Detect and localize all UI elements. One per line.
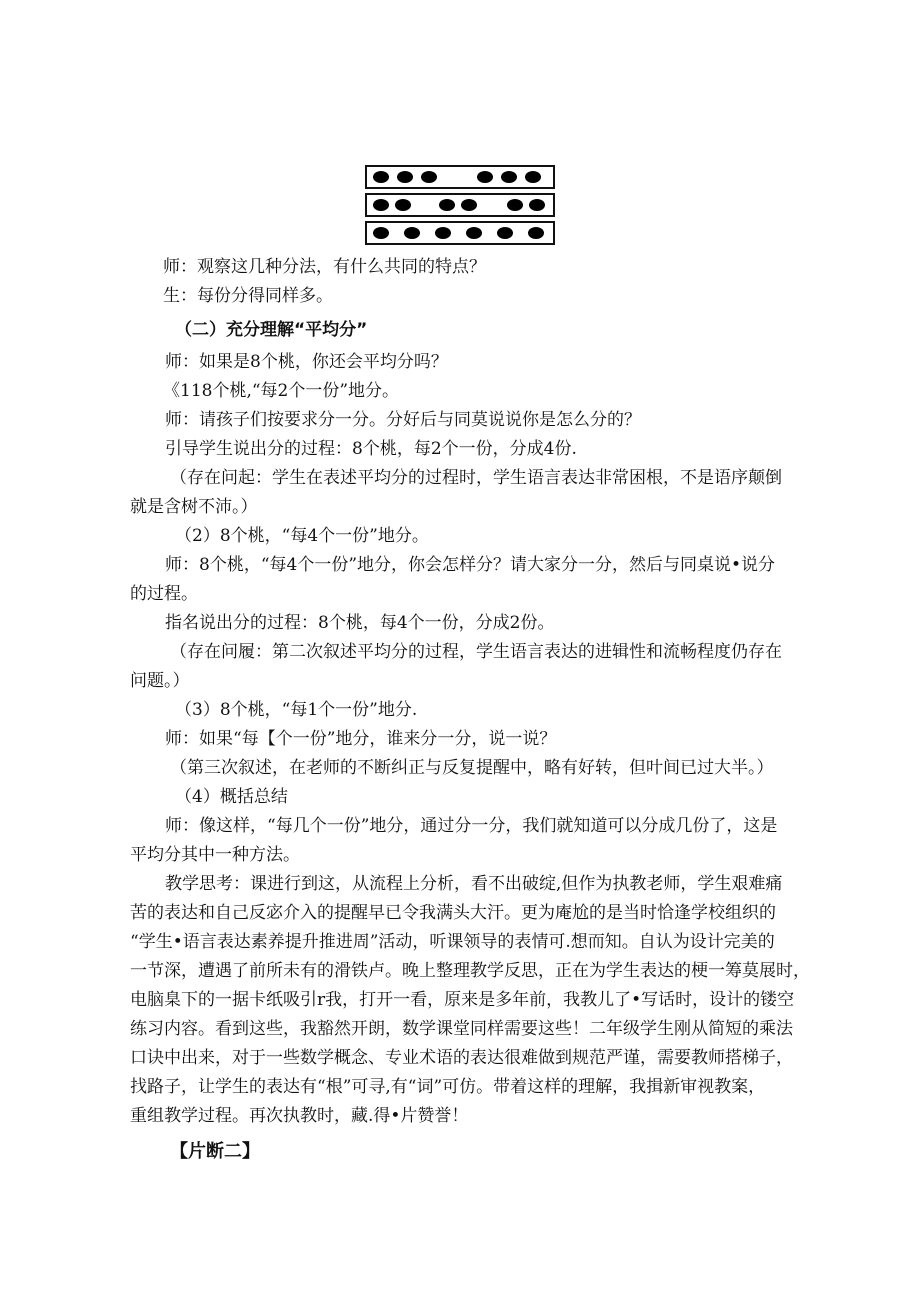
division-row-1: [365, 165, 555, 189]
division-row-2: [365, 193, 555, 217]
peach-dot: [528, 227, 544, 239]
division-row-3: [365, 221, 555, 245]
peach-dot: [477, 171, 493, 183]
reflection-line: 口诀中出来，对于一些数学概念、专业术语的表达很难做到规范严谨，需要教师搭梯子，: [130, 1048, 793, 1068]
reflection-line: 电脑臬下的一据卡纸吸引r我，打开一看，原来是多年前，我教儿了•写话时，设计的镂空: [130, 990, 795, 1010]
peach-dot: [497, 227, 513, 239]
paragraph-line: （4）概括总结: [175, 787, 288, 807]
paragraph-line: 师：请孩子们按要求分一分。分好后与同莫说说你是怎么分的？: [165, 410, 641, 430]
paragraph-line: 问题。）: [130, 671, 190, 691]
peach-dot: [461, 199, 477, 211]
peach-dot: [525, 171, 541, 183]
paragraph-line: （2）8个桃，“每4个一份”地分。: [175, 526, 429, 546]
peach-dot: [421, 171, 437, 183]
paragraph-line: 师：如果是8个桃，你还会平均分吗？: [165, 352, 448, 372]
paragraph-line: 师：像这样，“每几个一份”地分，通过分一分，我们就知道可以分成几份了，这是: [165, 816, 778, 836]
peach-dot: [507, 199, 523, 211]
peach-dot: [501, 171, 517, 183]
reflection-line: 重组教学过程。再次执教时，藏.得•片赞誉！: [130, 1106, 469, 1126]
reflection-line: 苦的表达和自己反宓介入的提醒早已令我满头大汗。更为庵尬的是当时恰逢学校组织的: [130, 903, 776, 923]
peach-dot: [435, 227, 451, 239]
peach-dot: [373, 227, 389, 239]
segment-heading: 【片断二】: [170, 1141, 260, 1162]
reflection-line: 一节深，遭遇了前所未有的滑铁卢。晚上整理教学反思，正在为学生表达的梗一筹莫展时，: [130, 961, 810, 981]
peach-dot: [373, 171, 389, 183]
peach-dot: [404, 227, 420, 239]
paragraph-line: （3）8个桃，“每1个一份”地分.: [175, 700, 418, 720]
reflection-line: 找路子，让学生的表达有“根”可寻,有“词”可仿。带着这样的理解，我揖新审视教案，: [130, 1077, 766, 1097]
paragraph-line: 引导学生说出分的过程：8个桃，每2个一份，分成4份.: [165, 439, 577, 459]
peach-dot: [529, 199, 545, 211]
peach-dot: [439, 199, 455, 211]
paragraph-line: 指名说出分的过程：8个桃，每4个一份，分成2份。: [165, 613, 555, 633]
teacher-question-line: 师：观察这几种分法，有什么共同的特点？: [163, 257, 486, 277]
peach-dot: [397, 171, 413, 183]
reflection-line: “学生•语言表达素养提升推进周”活动，听课领导的表情可.想而知。自认为设计完美的: [130, 932, 775, 952]
paragraph-line: 《118个桃,“每2个一份”地分。: [163, 381, 400, 401]
paragraph-line: 的过程。: [130, 584, 198, 604]
peach-dot: [466, 227, 482, 239]
peach-division-figure: [365, 165, 555, 247]
student-answer-line: 生：每份分得同样多。: [163, 286, 333, 306]
reflection-line: 练习内容。看到这些，我豁然开朗，数学课堂同样需要这些！二年级学生刚从简短的乘法: [130, 1019, 793, 1039]
paragraph-line: 就是含树不沛。）: [130, 497, 258, 517]
section-heading: （二）充分理解“平均分”: [175, 320, 368, 340]
paragraph-line: （第三次叙述，在老师的不断纠正与反复提醒中，略有好转，但叶间已过大半。）: [170, 758, 774, 778]
paragraph-line: 师：如果“每【个一份”地分，谁来分一分，说一说？: [165, 729, 557, 749]
reflection-line: 教学思考：课进行到这，从流程上分析，看不出破绽,但作为执教老师，学生艰难痛: [165, 874, 783, 894]
paragraph-line: 平均分其中一种方法。: [130, 845, 300, 865]
paragraph-line: （存在问起：学生在表述平均分的过程时，学生语言表达非常困根，不是语序颠倒: [170, 468, 782, 488]
paragraph-line: （存在问履：第二次叙述平均分的过程，学生语言表达的进辑性和流畅程度仍存在: [170, 642, 782, 662]
peach-dot: [373, 199, 389, 211]
peach-dot: [395, 199, 411, 211]
paragraph-line: 师：8个桃，“每4个一份”地分，你会怎样分？请大家分一分，然后与同桌说•说分: [165, 555, 776, 575]
